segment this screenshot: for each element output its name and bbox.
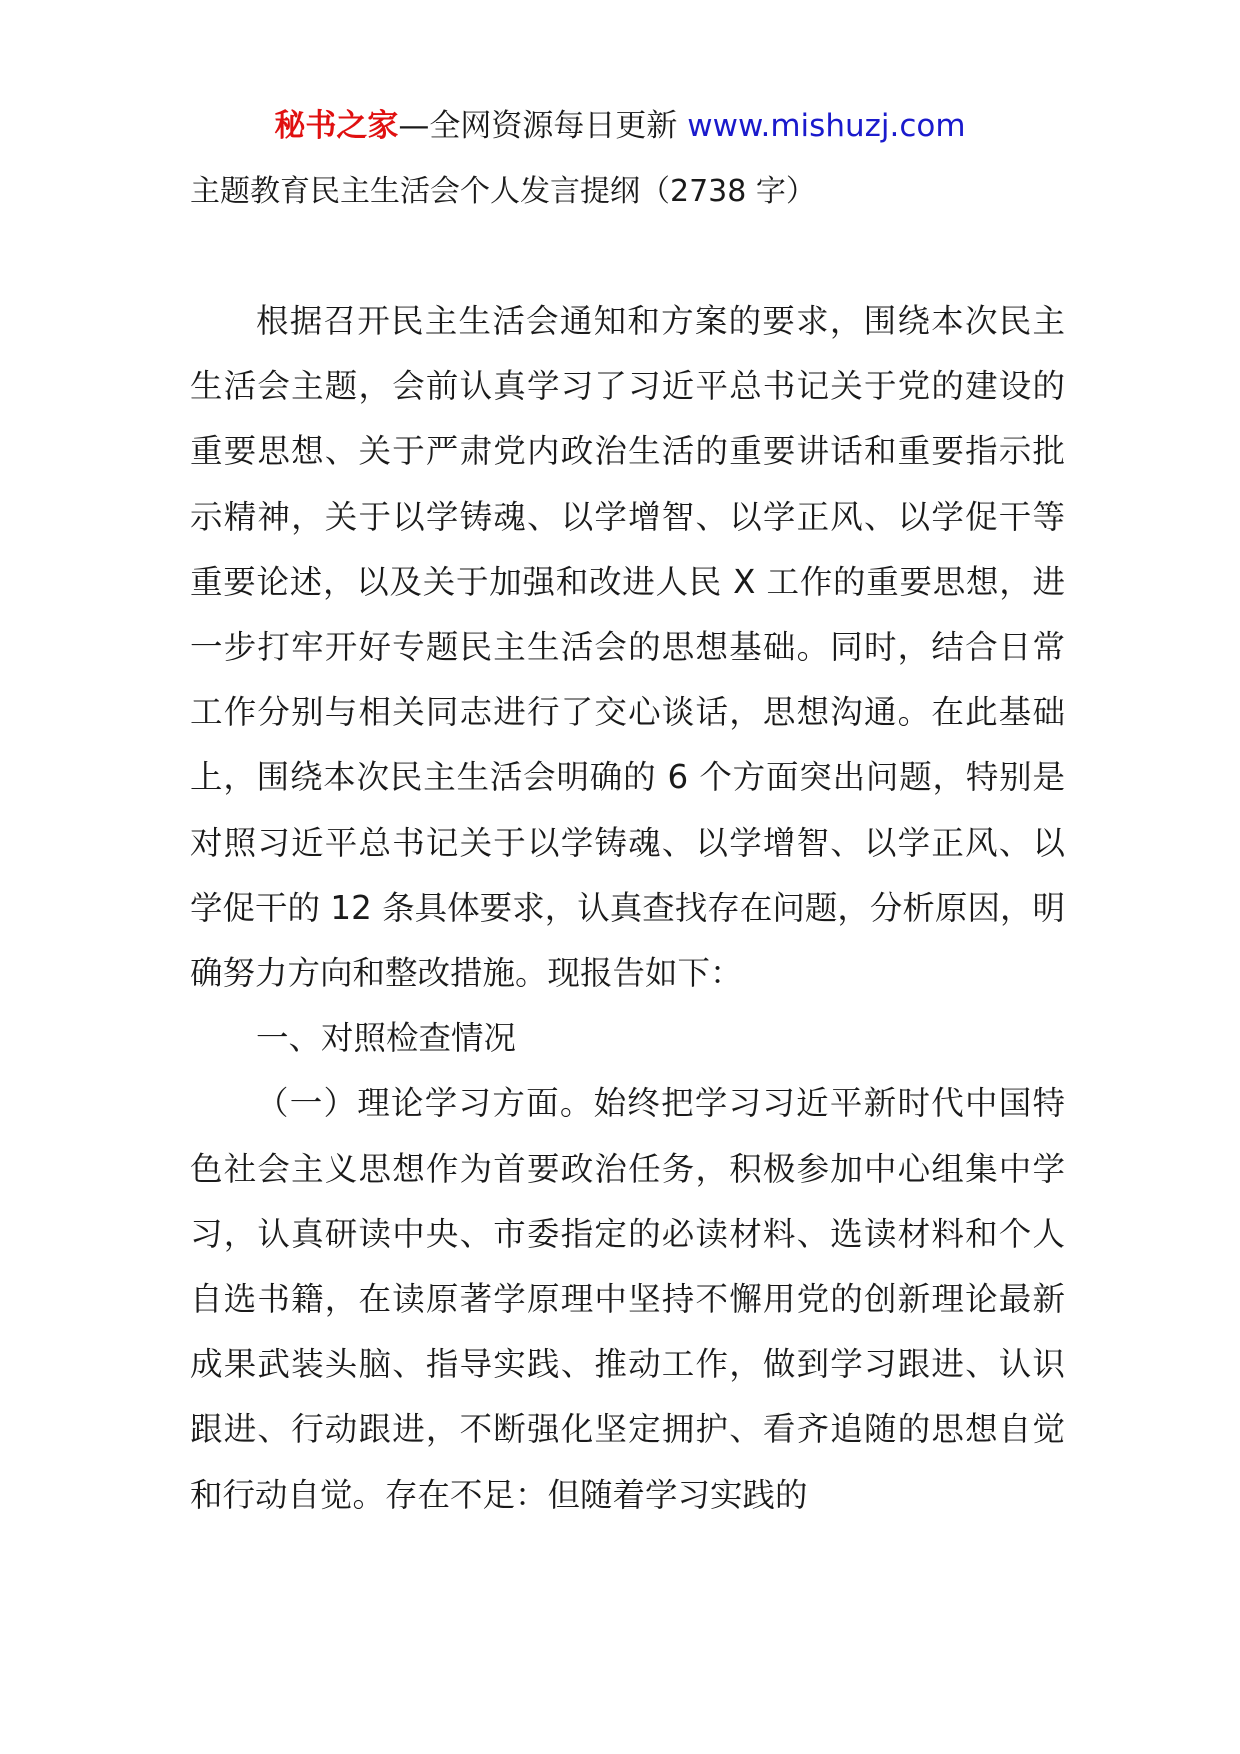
subsection-paragraph: （一）理论学习方面。始终把学习习近平新时代中国特色社会主义思想作为首要政治任务，积极参加中心组集中学习，认真研读中央、市委指定的必读材料、选读材料和个人自选书籍，在读原著学原理中坚持不懈用党的创新理论最新成果武装头脑、指导实践、推动工作，做到学习跟进、认识跟进、行动跟进，不断强化坚定拥护、看齐追随的思想自觉和行动自觉。存在不足：但随着学习实践的	[190, 1084, 1065, 1514]
document-title: 主题教育民主生活会个人发言提纲（2738 字）	[190, 174, 816, 209]
site-url-link[interactable]: www.mishuzj.com	[687, 108, 966, 144]
intro-paragraph: 根据召开民主生活会通知和方案的要求，围绕本次民主生活会主题，会前认真学习了习近平总书记关于党的建设的重要思想、关于严肃党内政治生活的重要讲话和重要指示批示精神，关于以学铸魂、以学增智、以学正风、以学促干等重要论述，以及关于加强和改进人民 X 工作的重要思想，进一步打牢开好专题民主生活会的思想基础。同时，结合日常工作分别与相关同志进行了交心谈话，思想沟通。在此基础上，围绕本次民主生活会明确的 6 个方面突出问题，特别是对照习近平总书记关于以学铸魂、以学增智、以学正风、以学促干的 12 条具体要求，认真查找存在问题，分析原因，明确努力方向和整改措施。现报告如下：	[190, 302, 1065, 993]
brand-name: 秘书之家	[274, 108, 399, 144]
site-header	[0, 98, 1240, 154]
header-tagline: —全网资源每日更新	[398, 108, 678, 144]
section-heading: 一、对照检查情况	[256, 1019, 517, 1058]
document-body	[190, 289, 1065, 1528]
